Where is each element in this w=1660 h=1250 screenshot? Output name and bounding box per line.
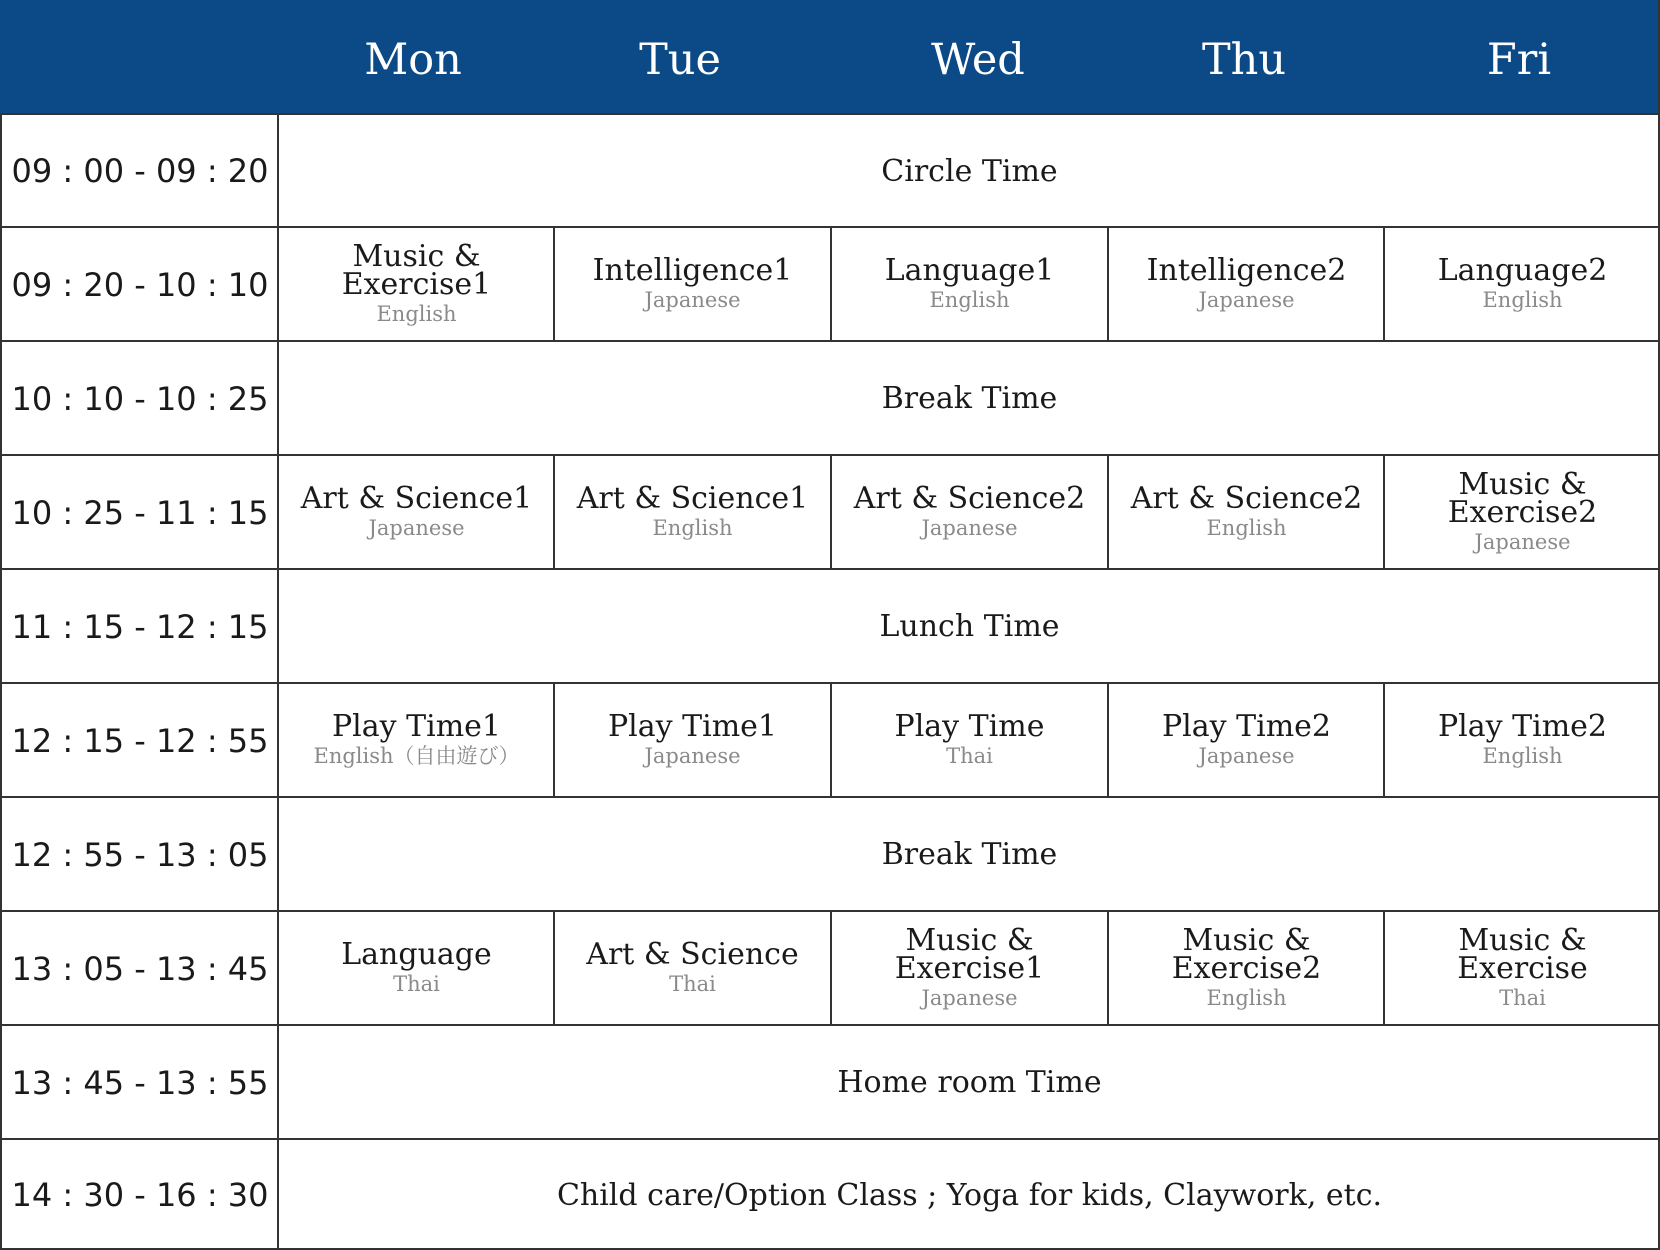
class-title: Music & Exercise1	[341, 238, 492, 302]
class-cell-thu	[1107, 228, 1384, 341]
class-cell-wed	[830, 684, 1107, 797]
class-language: Japanese	[921, 515, 1018, 540]
class-title: Art & Science2	[1130, 480, 1363, 516]
time-slot: 12 : 15 - 12 : 55	[0, 684, 278, 797]
class-cell-wed	[830, 228, 1107, 341]
class-cell-fri	[1383, 456, 1660, 569]
activity-title: Child care/Option Class ; Yoga for kids, Claywork, etc.	[556, 1177, 1383, 1213]
class-title: Music & Exercise2	[1171, 922, 1322, 986]
class-cell-tue	[553, 456, 830, 569]
class-title: Art & Science1	[300, 480, 533, 516]
class-title: Art & Science	[586, 936, 799, 972]
class-language: Thai	[946, 743, 993, 768]
schedule-header	[0, 0, 1660, 113]
class-cell-wed	[830, 912, 1107, 1025]
full-width-activity	[277, 1140, 1660, 1250]
class-language: English	[376, 301, 457, 326]
class-title: Play Time2	[1437, 708, 1608, 744]
class-language: Japanese	[921, 985, 1018, 1010]
class-cell-thu	[1107, 456, 1384, 569]
full-width-activity	[277, 570, 1660, 683]
schedule-row	[0, 226, 1660, 341]
schedule-row	[0, 340, 1660, 455]
class-cell-mon	[277, 684, 554, 797]
schedule-row	[0, 910, 1660, 1025]
day-header-wed: Wed	[931, 35, 1025, 85]
schedule-row	[0, 796, 1660, 911]
class-language: Japanese	[1474, 529, 1571, 554]
class-language: Japanese	[368, 515, 465, 540]
class-language: English（自由遊び）	[313, 743, 520, 768]
class-language: Thai	[1499, 985, 1546, 1010]
schedule-row	[0, 1024, 1660, 1139]
time-slot: 11 : 15 - 12 : 15	[0, 570, 278, 683]
class-title: Intelligence2	[1146, 252, 1347, 288]
class-title: Play Time1	[607, 708, 778, 744]
schedule-row	[0, 1138, 1660, 1250]
full-width-activity	[277, 798, 1660, 911]
class-cell-tue	[553, 228, 830, 341]
time-slot: 10 : 10 - 10 : 25	[0, 342, 278, 455]
class-cell-mon	[277, 456, 554, 569]
class-title: Language2	[1437, 252, 1608, 288]
class-language: English	[1482, 743, 1563, 768]
class-cell-fri	[1383, 228, 1660, 341]
class-title: Art & Science1	[576, 480, 809, 516]
time-slot: 10 : 25 - 11 : 15	[0, 456, 278, 569]
activity-title: Lunch Time	[879, 609, 1060, 644]
class-cell-tue	[553, 684, 830, 797]
class-language: Thai	[669, 971, 716, 996]
class-language: Japanese	[1198, 743, 1295, 768]
class-title: Music & Exercise	[1457, 922, 1588, 986]
class-language: English	[652, 515, 733, 540]
full-width-activity	[277, 342, 1660, 455]
class-title: Language	[341, 936, 492, 972]
schedule-grid	[0, 113, 1660, 1250]
time-slot: 09 : 00 - 09 : 20	[0, 115, 278, 227]
schedule-row	[0, 682, 1660, 797]
class-title: Music & Exercise2	[1447, 466, 1598, 530]
class-language: English	[1206, 985, 1287, 1010]
schedule-row	[0, 568, 1660, 683]
class-cell-fri	[1383, 684, 1660, 797]
time-slot: 13 : 45 - 13 : 55	[0, 1026, 278, 1139]
time-slot: 14 : 30 - 16 : 30	[0, 1140, 278, 1250]
day-header-tue: Tue	[639, 35, 721, 85]
class-title: Art & Science2	[853, 480, 1086, 516]
class-cell-fri	[1383, 912, 1660, 1025]
class-title: Play Time1	[331, 708, 502, 744]
day-header-fri: Fri	[1486, 35, 1552, 85]
class-language: English	[929, 287, 1010, 312]
class-cell-wed	[830, 456, 1107, 569]
class-title: Play Time	[894, 708, 1045, 744]
class-language: English	[1482, 287, 1563, 312]
class-language: English	[1206, 515, 1287, 540]
full-width-activity	[277, 1026, 1660, 1139]
schedule-row	[0, 113, 1660, 227]
activity-title: Break Time	[881, 381, 1058, 416]
activity-title: Circle Time	[881, 153, 1058, 189]
class-cell-thu	[1107, 912, 1384, 1025]
class-title: Language1	[884, 252, 1055, 288]
class-title: Intelligence1	[592, 252, 793, 288]
full-width-activity	[277, 115, 1660, 227]
class-title: Music & Exercise1	[894, 922, 1045, 986]
class-title: Play Time2	[1161, 708, 1332, 744]
time-slot: 12 : 55 - 13 : 05	[0, 798, 278, 911]
day-header-thu: Thu	[1201, 35, 1287, 85]
time-slot: 13 : 05 - 13 : 45	[0, 912, 278, 1025]
activity-title: Break Time	[881, 837, 1058, 872]
class-language: Japanese	[644, 743, 741, 768]
time-slot: 09 : 20 - 10 : 10	[0, 228, 278, 341]
class-cell-mon	[277, 912, 554, 1025]
day-header-mon: Mon	[364, 35, 462, 85]
class-language: Japanese	[644, 287, 741, 312]
class-cell-tue	[553, 912, 830, 1025]
class-language: Japanese	[1198, 287, 1295, 312]
class-cell-thu	[1107, 684, 1384, 797]
class-cell-mon	[277, 228, 554, 341]
schedule-row	[0, 454, 1660, 569]
activity-title: Home room Time	[837, 1065, 1102, 1100]
class-language: Thai	[393, 971, 440, 996]
